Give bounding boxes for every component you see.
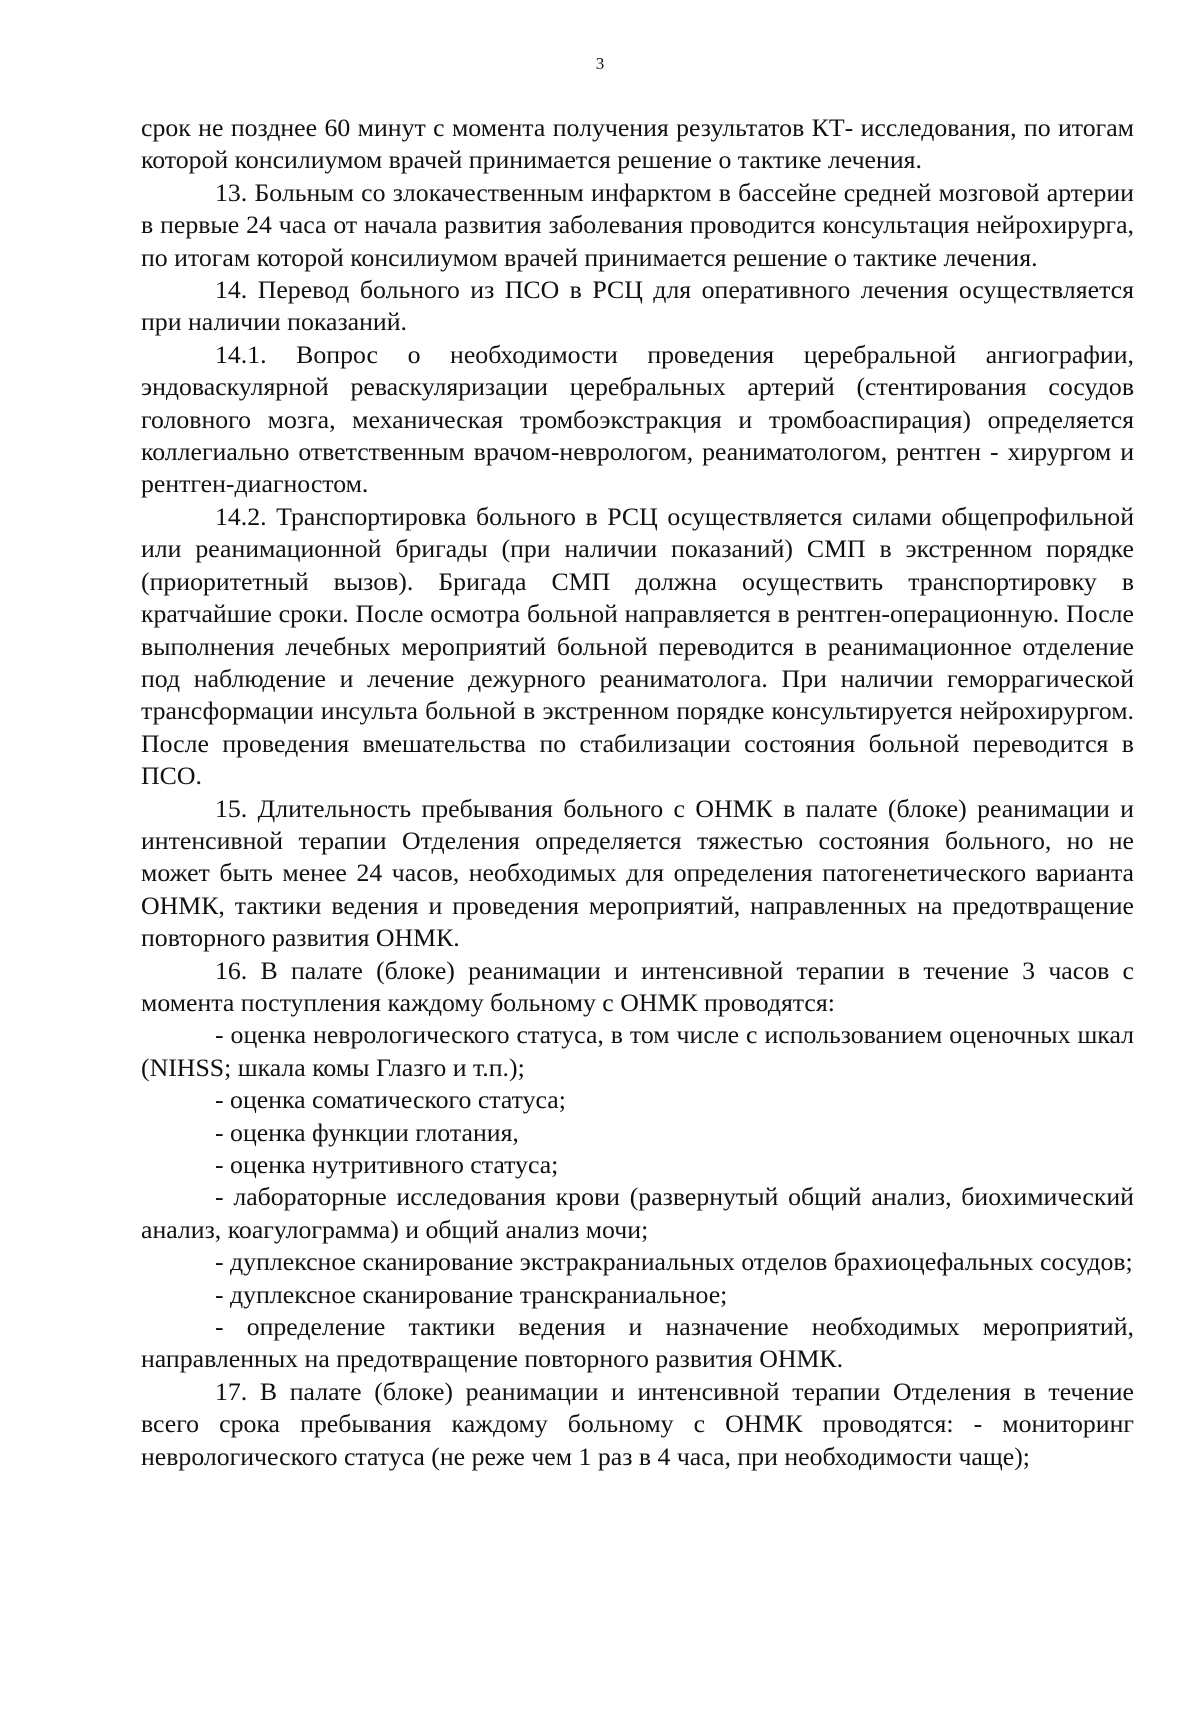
paragraph-14-1: 14.1. Вопрос о необходимости проведения церебральной ангиографии, эндоваскулярной реваскуляризации церебральных артерий (стентирования сосудов головного мозга, механическая тромбоэкстракция и тромбоаспирация) определяется коллегиально ответственным врачом-неврологом, реаниматологом, рентген - хирургом и рентген-диагностом. xyxy=(141,339,1134,499)
paragraph-17: 17. В палате (блоке) реанимации и интенсивной терапии Отделения в течение всего срока пребывания каждому больному с ОНМК проводятся: - мониторинг неврологического статуса (не реже чем 1 раз в 4 часа, при необходимости чаще); xyxy=(141,1376,1134,1471)
paragraph-15: 15. Длительность пребывания больного с ОНМК в палате (блоке) реанимации и интенсивной терапии Отделения определяется тяжестью состояния больного, но не может быть менее 24 часов, необходимых для определения патогенетического варианта ОНМК, тактики ведения и проведения мероприятий, направленных на предотвращение повторного развития ОНМК. xyxy=(141,793,1134,953)
page-number: 3 xyxy=(595,54,605,73)
paragraph-16: 16. В палате (блоке) реанимации и интенсивной терапии в течение 3 часов с момента поступления каждому больному с ОНМК проводятся: xyxy=(141,955,1134,1017)
list-item-neuro-status: - оценка неврологического статуса, в том числе с использованием оценочных шкал (NIHSS; шкала комы Глазго и т.п.); xyxy=(141,1020,1134,1082)
list-item-swallowing: - оценка функции глотания, xyxy=(215,1117,519,1147)
list-item-somatic-status: - оценка соматического статуса; xyxy=(215,1085,566,1115)
paragraph-14-2: 14.2. Транспортировка больного в РСЦ осуществляется силами общепрофильной или реанимационной бригады (при наличии показаний) СМП в экстренном порядке (приоритетный вызов). Бригада СМП должна осуществить транспортировку в кратчайшие сроки. После осмотра больной направляется в рентген-операционную. После выполнения лечебных мероприятий больной переводится в реанимационное отделение под наблюдение и лечение дежурного реаниматолога. При наличии геморрагической трансформации инсульта больной в экстренном порядке консультируется нейрохирургом. После проведения вмешательства по стабилизации состояния больной переводится в ПСО. xyxy=(141,501,1134,791)
list-item-lab-tests: - лабораторные исследования крови (развернутый общий анализ, биохимический анализ, коагулограмма) и общий анализ мочи; xyxy=(141,1182,1134,1244)
paragraph-continuation: срок не позднее 60 минут с момента получения результатов КТ- исследования, по итогам которой консилиумом врачей принимается решение о тактике лечения. xyxy=(141,113,1134,175)
list-item-nutritive-status: - оценка нутритивного статуса; xyxy=(215,1150,559,1179)
list-item-tactics: - определение тактики ведения и назначение необходимых мероприятий, направленных на предотвращение повторного развития ОНМК. xyxy=(141,1312,1134,1374)
paragraph-14: 14. Перевод больного из ПСО в РСЦ для оперативного лечения осуществляется при наличии показаний. xyxy=(141,275,1134,337)
document-body xyxy=(141,112,1134,1473)
list-item-transcranial-duplex: - дуплексное сканирование транскраниальное; xyxy=(215,1279,728,1309)
list-item-extracranial-duplex: - дуплексное сканирование экстракраниальных отделов брахиоцефальных сосудов; xyxy=(215,1247,1133,1277)
paragraph-13: 13. Больным со злокачественным инфарктом в бассейне средней мозговой артерии в первые 24 часа от начала развития заболевания проводится консультация нейрохирурга, по итогам которой консилиумом врачей принимается решение о тактике лечения. xyxy=(141,177,1134,272)
